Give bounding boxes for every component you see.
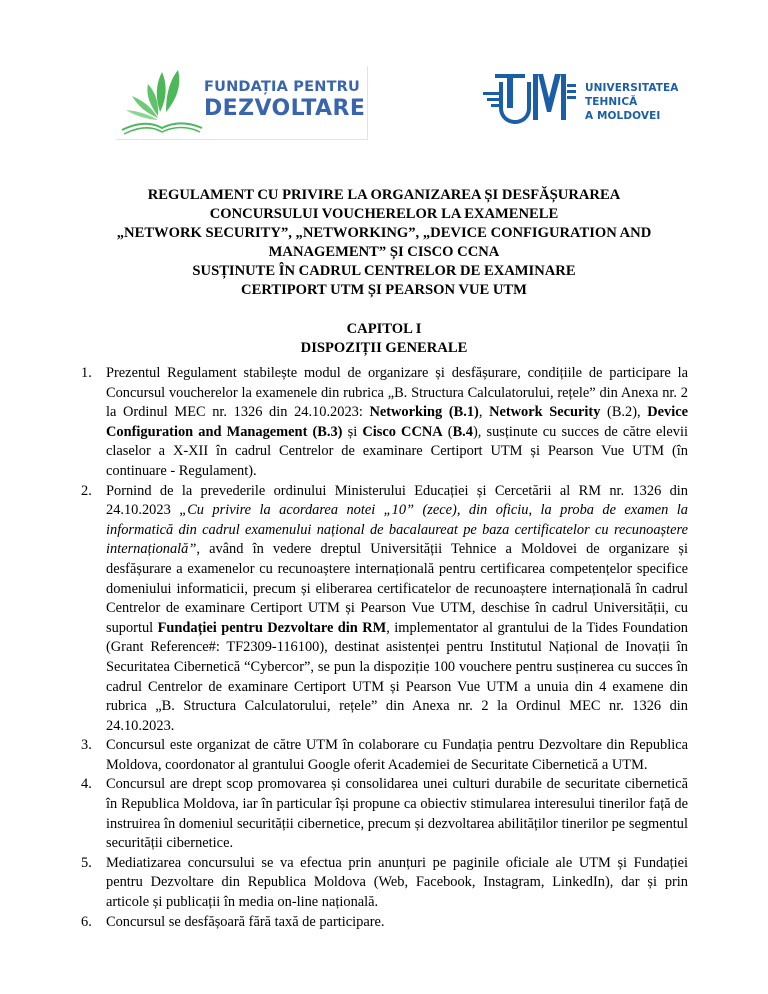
list-item: [80, 913, 688, 933]
bold-text: Networking (B.1): [369, 404, 479, 421]
list-item: [80, 736, 688, 775]
fundatia-pentru-dezvoltare-logo: [116, 66, 368, 140]
bold-text: Cisco CCNA: [362, 423, 443, 440]
list-item-number: 5.: [81, 854, 92, 871]
document-title: [80, 186, 688, 300]
title-line: CERTIPORT UTM ȘI PEARSON VUE UTM: [241, 282, 527, 298]
body-text: Concursul are drept scop promovarea și consolidarea unei culturi durabile de securitate cibernetică în Republica Moldova, iar în particular își propune ca obiectiv stimularea interesului tinerilor față de instruirea în domeniul securității cibernetice, precum și dezvoltarea abilităților tinerilor pe segmentul securității cibernetice.: [106, 776, 688, 852]
logo-text-line2: DEZVOLTARE: [204, 95, 366, 121]
body-text: ), susținute cu succes de către elevii claselor a X-XII în cadrul Centrelor de examinare Certiport UTM și Pearson Vue UTM (în continuare - Regulament).: [106, 423, 688, 479]
list-item-number: 4.: [81, 776, 92, 793]
list-item: [80, 775, 688, 853]
chapter-number: CAPITOL I: [346, 321, 422, 337]
body-text: Concursul se desfășoară fără taxă de participare.: [106, 913, 385, 930]
logo-text-line1: FUNDAȚIA PENTRU: [204, 79, 361, 95]
body-text: și: [342, 423, 363, 440]
body-text: Concursul este organizat de către UTM în colaborare cu Fundația pentru Dezvoltare din Republica Moldova, coordonator al grantului Google oferit Academiei de Securitate Cibernetică a UTM.: [106, 737, 688, 773]
body-text: ,: [478, 404, 490, 421]
header-logos: [0, 62, 768, 152]
body-text: (: [442, 423, 453, 440]
title-line: REGULAMENT CU PRIVIRE LA ORGANIZAREA ȘI DESFĂȘURAREA: [147, 187, 621, 203]
title-line: MANAGEMENT” ȘI CISCO CCNA: [268, 244, 500, 260]
title-line: CONCURSULUI VOUCHERELOR LA EXAMENELE: [209, 206, 559, 222]
book-leaves-icon: [118, 66, 203, 138]
utm-text-line2: A MOLDOVEI: [585, 110, 661, 122]
body-text: Pornind de la prevederile ordinului Ministerului Educației și Cercetării al RM nr. 1326 din 24.10.2023: [106, 482, 688, 519]
utm-text-line1: UNIVERSITATEA TEHNICĂ: [585, 82, 679, 108]
bold-text: Device Configuration and Management (B.3): [106, 404, 688, 440]
bold-text: Fundației pentru Dezvoltare din RM: [157, 619, 387, 636]
list-item-number: 3.: [81, 737, 92, 754]
list-item-number: 6.: [81, 913, 92, 930]
list-item: [80, 364, 688, 482]
body-text: , având în vedere dreptul Universității Tehnice a Moldovei de organizare și desfășurare a examenelor cu recunoaștere internațională pentru certificarea competențelor specifice domeniului informaticii, precum și eliberarea certificatelor de recunoaștere internațională în cadrul Centrelor de examinare Certiport UTM și Pearson Vue UTM, deschise în cadrul Universității, cu suportul: [106, 541, 688, 636]
list-item-number: 2.: [81, 482, 92, 499]
utm-logo: [481, 66, 701, 126]
title-line: „NETWORK SECURITY”, „NETWORKING”, „DEVICE CONFIGURATION AND: [116, 225, 652, 241]
utm-emblem-icon: [481, 68, 577, 124]
chapter-heading: [80, 320, 688, 358]
body-text: , implementator al grantului de la Tides Foundation (Grant Reference#: TF2309-116100), destinat asistenței pentru Institutul Național de Inovații în Securitatea Cibernetică “Cybercor”, se pun la dispoziție 100 vouchere pentru susținerea cu succes în cadrul Centrelor de examinare Certiport UTM și Pearson Vue UTM a unuia din 4 examene din rubrica „B. Structura Calculatorului, rețele” din Anexa nr. 2 la Ordinul MEC nr. 1326 din 24.10.2023.: [106, 619, 688, 734]
body-text: Prezentul Regulament stabilește modul de organizare și desfășurare, condițiile de participare la Concursul voucherelor la examenele din rubrica „B. Structura Calculatorului, rețele” din Anexa nr. 2 la Ordinul MEC nr. 1326 din 24.10.2023:: [106, 365, 688, 421]
chapter-name: DISPOZIȚII GENERALE: [300, 340, 468, 356]
bold-text: B.4: [452, 423, 473, 440]
body-text: (B.2),: [600, 404, 648, 421]
list-item-number: 1.: [81, 365, 92, 381]
italic-text: „Cu privire la acordarea notei „10” (zece), din oficiu, la proba de examen la informatică din cadrul examenului național de bacalaureat pe baza certificatelor cu recunoaștere internațională”: [106, 502, 688, 558]
list-item: [80, 854, 688, 913]
body-text: Mediatizarea concursului se va efectua prin anunțuri pe paginile oficiale ale UTM și Fundației pentru Dezvoltare din Republica Moldova (Web, Facebook, Instagram, LinkedIn), dar și prin articole și publicații în media on-line națională.: [106, 854, 688, 911]
title-line: SUSȚINUTE ÎN CADRUL CENTRELOR DE EXAMINARE: [192, 263, 576, 279]
bold-text: Network Security: [489, 404, 601, 421]
list-item: [80, 482, 688, 737]
provisions-list: [80, 364, 688, 932]
